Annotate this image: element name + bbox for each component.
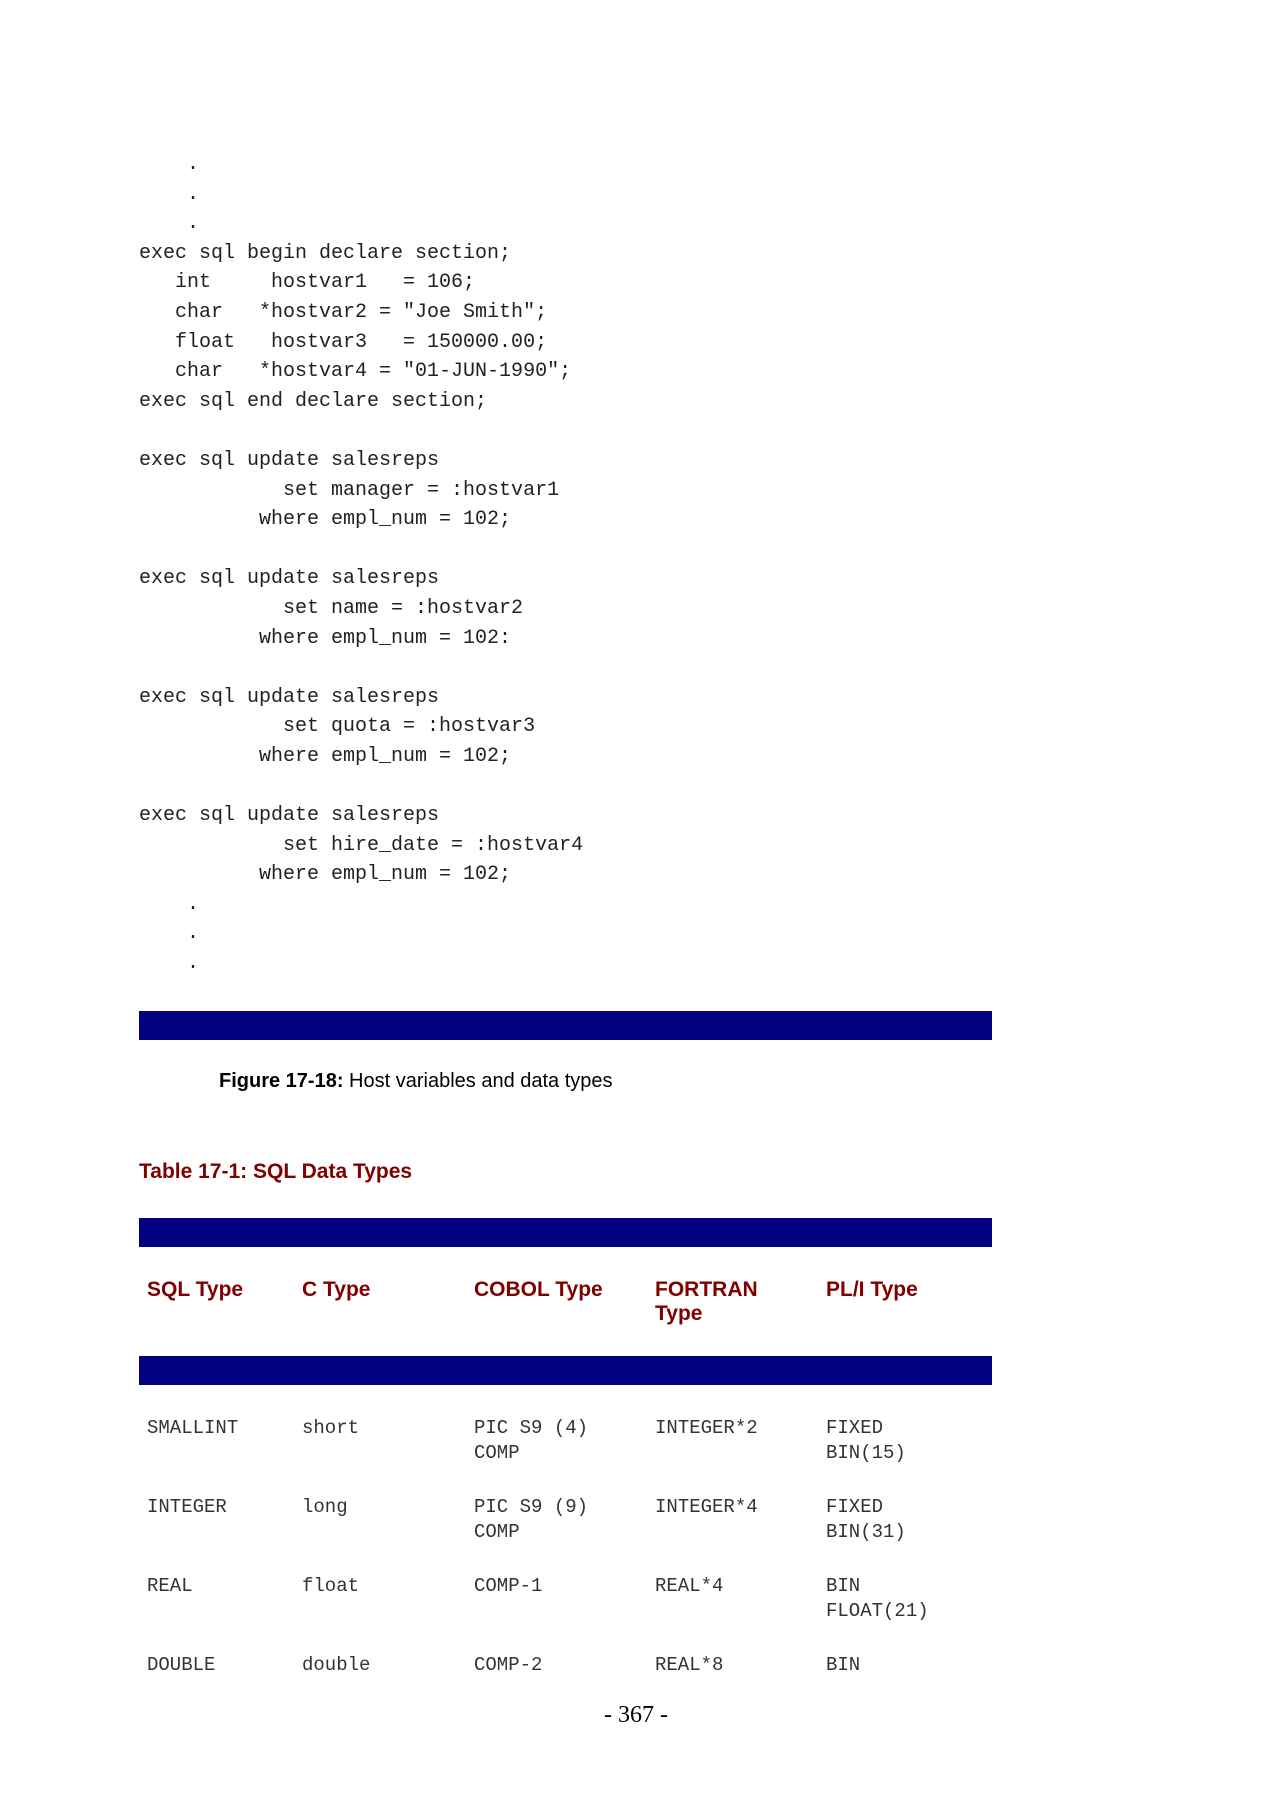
header-fortran-line-2: Type <box>655 1302 703 1325</box>
code-line: . <box>139 922 200 946</box>
code-listing <box>139 150 583 979</box>
cell-c: double <box>302 1654 371 1676</box>
code-line: exec sql update salesreps <box>139 685 440 709</box>
code-line: exec sql update salesreps <box>139 448 440 472</box>
cell-cobol-line-1: PIC S9 (9) <box>474 1496 589 1518</box>
cell-cobol-line-2: COMP <box>474 1442 520 1464</box>
cell-cobol <box>474 1653 542 1678</box>
table-title: Table 17-1: SQL Data Types <box>139 1160 413 1183</box>
cell-cobol <box>474 1416 588 1466</box>
header-fortran-line-1: FORTRAN <box>655 1278 758 1301</box>
cell-fortran: INTEGER*2 <box>655 1417 758 1439</box>
cell-pli <box>826 1495 906 1545</box>
cell-cobol <box>474 1574 542 1599</box>
code-line: float hostvar3 = 150000.00; <box>139 330 548 354</box>
cell-pli-line-2: BIN(31) <box>826 1521 906 1543</box>
cell-pli <box>826 1574 929 1624</box>
code-line: . <box>139 212 200 236</box>
header-fortran-type <box>655 1278 758 1326</box>
cell-c: long <box>302 1496 348 1518</box>
cell-pli-line-1: FIXED <box>826 1496 884 1518</box>
cell-fortran: INTEGER*4 <box>655 1496 758 1518</box>
cell-pli <box>826 1653 860 1678</box>
header-cobol-type: COBOL Type <box>474 1278 603 1301</box>
code-line: exec sql update salesreps <box>139 804 440 828</box>
cell-pli-line-1: BIN <box>826 1575 861 1597</box>
header-sql-type: SQL Type <box>147 1278 244 1301</box>
figure-divider-bar <box>139 1011 992 1040</box>
cell-sql: REAL <box>147 1575 193 1597</box>
code-line: exec sql begin declare section; <box>139 241 512 265</box>
cell-pli <box>826 1416 906 1466</box>
cell-cobol-line-2: COMP <box>474 1521 520 1543</box>
cell-fortran: REAL*8 <box>655 1654 724 1676</box>
code-line: set hire_date = :hostvar4 <box>139 833 584 857</box>
code-line: exec sql update salesreps <box>139 567 440 591</box>
header-pli-type: PL/I Type <box>826 1278 918 1301</box>
code-line: set quota = :hostvar3 <box>139 715 536 739</box>
table-top-bar <box>139 1218 992 1247</box>
code-line: char *hostvar4 = "01-JUN-1990"; <box>139 360 572 384</box>
figure-text: Host variables and data types <box>343 1070 613 1092</box>
code-line: set manager = :hostvar1 <box>139 478 560 502</box>
header-c-type: C Type <box>302 1278 371 1301</box>
page-number: - 367 - <box>604 1702 668 1728</box>
cell-cobol-line-1: COMP-2 <box>474 1654 543 1676</box>
code-line: exec sql end declare section; <box>139 389 488 413</box>
cell-cobol-line-1: PIC S9 (4) <box>474 1417 589 1439</box>
code-line: . <box>139 153 200 176</box>
cell-sql: SMALLINT <box>147 1417 239 1439</box>
cell-pli-line-2: BIN(15) <box>826 1442 906 1464</box>
cell-c: float <box>302 1575 360 1597</box>
cell-sql: INTEGER <box>147 1496 227 1518</box>
code-line: . <box>139 892 200 916</box>
table-header-bar <box>139 1356 992 1385</box>
cell-pli-line-1: FIXED <box>826 1417 884 1439</box>
code-line: where empl_num = 102; <box>139 508 512 532</box>
cell-c: short <box>302 1417 360 1439</box>
code-line: where empl_num = 102: <box>139 626 512 650</box>
code-line: int hostvar1 = 106; <box>139 271 476 295</box>
code-line: where empl_num = 102; <box>139 744 512 768</box>
figure-caption <box>219 1070 613 1093</box>
cell-fortran: REAL*4 <box>655 1575 724 1597</box>
code-line: set name = :hostvar2 <box>139 596 524 620</box>
cell-pli-line-2: FLOAT(21) <box>826 1600 929 1622</box>
cell-cobol-line-1: COMP-1 <box>474 1575 543 1597</box>
figure-label: Figure 17-18: <box>219 1070 344 1092</box>
code-line: . <box>139 182 200 206</box>
code-line: . <box>139 952 200 976</box>
cell-cobol <box>474 1495 588 1545</box>
code-line: char *hostvar2 = "Joe Smith"; <box>139 300 548 324</box>
code-line: where empl_num = 102; <box>139 863 512 887</box>
cell-sql: DOUBLE <box>147 1654 216 1676</box>
cell-pli-line-1: BIN <box>826 1654 861 1676</box>
